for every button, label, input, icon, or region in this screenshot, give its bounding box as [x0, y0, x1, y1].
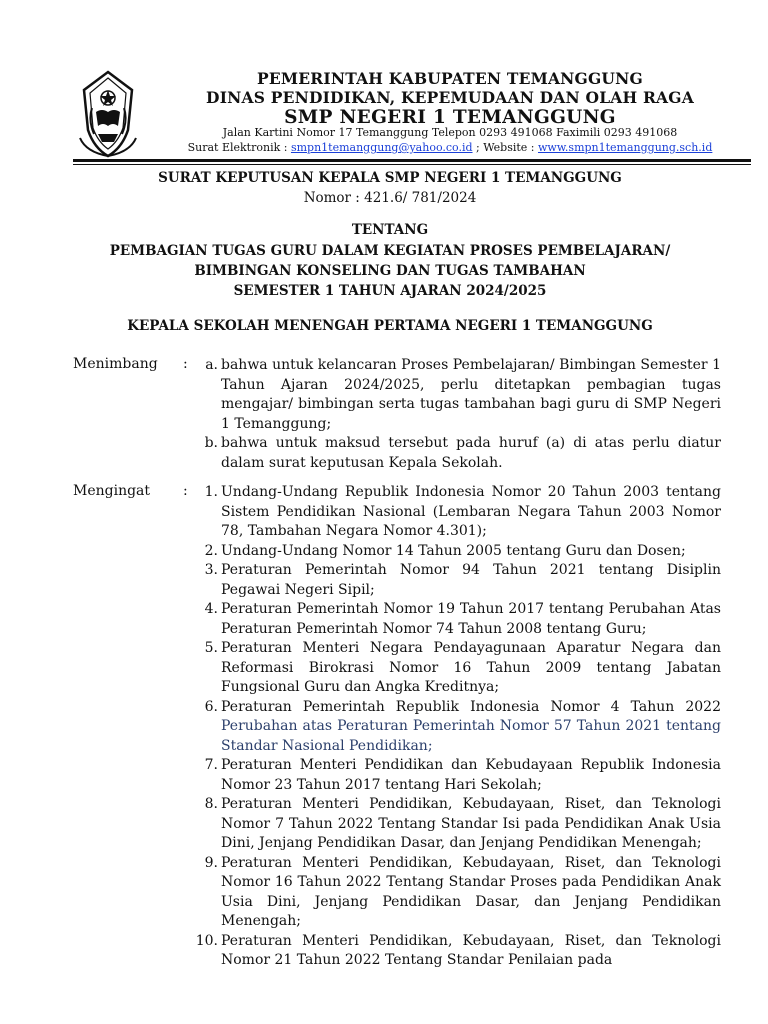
decree-subject-line-3: SEMESTER 1 TAHUN AJARAN 2024/2025	[233, 283, 547, 299]
letterhead-divider-thick	[73, 159, 751, 162]
decree-heading: SURAT KEPUTUSAN KEPALA SMP NEGERI 1 TEMANGGUNG	[158, 170, 622, 186]
item-number: 5.	[204, 640, 218, 656]
item-text: Peraturan Pemerintah Republik Indonesia Nomor 4 Tahun 2022	[221, 698, 721, 715]
item-number: 3.	[204, 562, 218, 578]
website-label: ; Website :	[472, 141, 538, 154]
email-label: Surat Elektronik :	[187, 141, 291, 154]
item-text-highlighted: Perubahan atas Peraturan Pemerintah Nomor 57 Tahun 2021 tentang Standar Nasional Pendidikan;	[221, 718, 721, 754]
temanggung-regency-emblem-icon	[76, 68, 140, 160]
item-number: 8.	[204, 796, 218, 812]
item-text: Undang-Undang Nomor 14 Tahun 2005 tentang Guru dan Dosen;	[221, 542, 686, 559]
letterhead-divider-thin	[73, 164, 751, 165]
item-number: 7.	[204, 757, 218, 773]
item-text: Peraturan Menteri Pendidikan, Kebudayaan, Riset, dan Teknologi Nomor 16 Tahun 2022 Tentang Standar Proses pada Pendidikan Anak Usia Dini, Jenjang Pendidikan Dasar, dan Jenjang Pendidikan Menengah;	[221, 854, 721, 929]
item-text: Peraturan Pemerintah Nomor 19 Tahun 2017 tentang Perubahan Atas Peraturan Pemerintah Nomor 74 Tahun 2008 tentang Guru;	[221, 601, 721, 637]
decree-authority: KEPALA SEKOLAH MENENGAH PERTAMA NEGERI 1 TEMANGGUNG	[127, 318, 653, 334]
item-number: a.	[205, 357, 218, 373]
letterhead-government: PEMERINTAH KABUPATEN TEMANGGUNG	[257, 69, 643, 88]
list-item	[196, 600, 721, 639]
email-link[interactable]: smpn1temanggung@yahoo.co.id	[290, 141, 473, 154]
mengingat-label: Mengingat	[73, 483, 151, 499]
decree-subject-line-2: BIMBINGAN KONSELING DAN TUGAS TAMBAHAN	[194, 263, 586, 279]
item-number: 2.	[204, 542, 218, 559]
item-text: Peraturan Menteri Pendidikan, Kebudayaan, Riset, dan Teknologi Nomor 7 Tahun 2022 Tentang Standar Isi pada Pendidikan Anak Usia Dini, Jenjang Pendidikan Dasar, dan Jenjang Pendidikan Menengah;	[221, 796, 721, 851]
letterhead-contact	[150, 141, 750, 154]
list-item	[196, 356, 721, 434]
menimbang-colon: :	[183, 356, 188, 372]
website-link[interactable]: www.smpn1temanggung.sch.id	[537, 141, 713, 154]
list-item	[196, 483, 721, 542]
decree-number: Nomor : 421.6/ 781/2024	[303, 190, 477, 206]
item-text: Peraturan Menteri Negara Pendayagunaan Aparatur Negara dan Reformasi Birokrasi Nomor 16 Tahun 2009 tentang Jabatan Fungsional Guru dan Angka Kreditnya;	[221, 640, 721, 695]
list-item	[196, 756, 721, 795]
item-text: Peraturan Menteri Pendidikan dan Kebudayaan Republik Indonesia Nomor 23 Tahun 2017 tentang Hari Sekolah;	[221, 757, 721, 793]
decree-subject-line-1: PEMBAGIAN TUGAS GURU DALAM KEGIATAN PROSES PEMBELAJARAN/	[109, 243, 671, 259]
decree-tentang: TENTANG	[351, 222, 429, 238]
list-item	[196, 542, 721, 562]
item-number: b.	[204, 435, 218, 451]
list-item	[196, 434, 721, 473]
item-number: 9.	[204, 854, 218, 871]
letterhead-agency: DINAS PENDIDIKAN, KEPEMUDAAN DAN OLAH RAGA	[206, 88, 694, 107]
item-number: 6.	[204, 698, 218, 715]
list-item	[196, 795, 721, 854]
mengingat-colon: :	[183, 483, 188, 499]
item-text: bahwa untuk maksud tersebut pada huruf (a) di atas perlu diatur dalam surat keputusan Kepala Sekolah.	[221, 435, 721, 471]
list-item	[196, 698, 721, 757]
list-item	[196, 932, 721, 971]
list-item	[196, 561, 721, 600]
menimbang-list	[196, 356, 721, 473]
item-number: 4.	[204, 601, 218, 617]
mengingat-list	[196, 483, 721, 971]
letterhead-school-name: SMP NEGERI 1 TEMANGGUNG	[284, 107, 616, 128]
item-number: 10.	[195, 932, 218, 949]
list-item	[196, 854, 721, 932]
item-number: 1.	[204, 484, 218, 500]
menimbang-label: Menimbang	[73, 356, 158, 372]
item-text: Peraturan Pemerintah Nomor 94 Tahun 2021 tentang Disiplin Pegawai Negeri Sipil;	[221, 562, 721, 598]
item-text: Undang-Undang Republik Indonesia Nomor 20 Tahun 2003 tentang Sistem Pendidikan Nasional (Lembaran Negara Tahun 2003 Nomor 78, Tambahan Negara Nomor 4.301);	[221, 484, 721, 539]
item-text: Peraturan Menteri Pendidikan, Kebudayaan, Riset, dan Teknologi Nomor 21 Tahun 2022 Tentang Standar Penilaian pada	[221, 932, 721, 968]
list-item	[196, 639, 721, 698]
item-text: bahwa untuk kelancaran Proses Pembelajaran/ Bimbingan Semester 1 Tahun Ajaran 2024/2025, perlu ditetapkan pembagian tugas mengajar/ bimbingan serta tugas tambahan bagi guru di SMP Negeri 1 Temanggung;	[221, 357, 721, 432]
letterhead-address: Jalan Kartini Nomor 17 Temanggung Telepon 0293 491068 Faximili 0293 491068	[222, 126, 678, 139]
